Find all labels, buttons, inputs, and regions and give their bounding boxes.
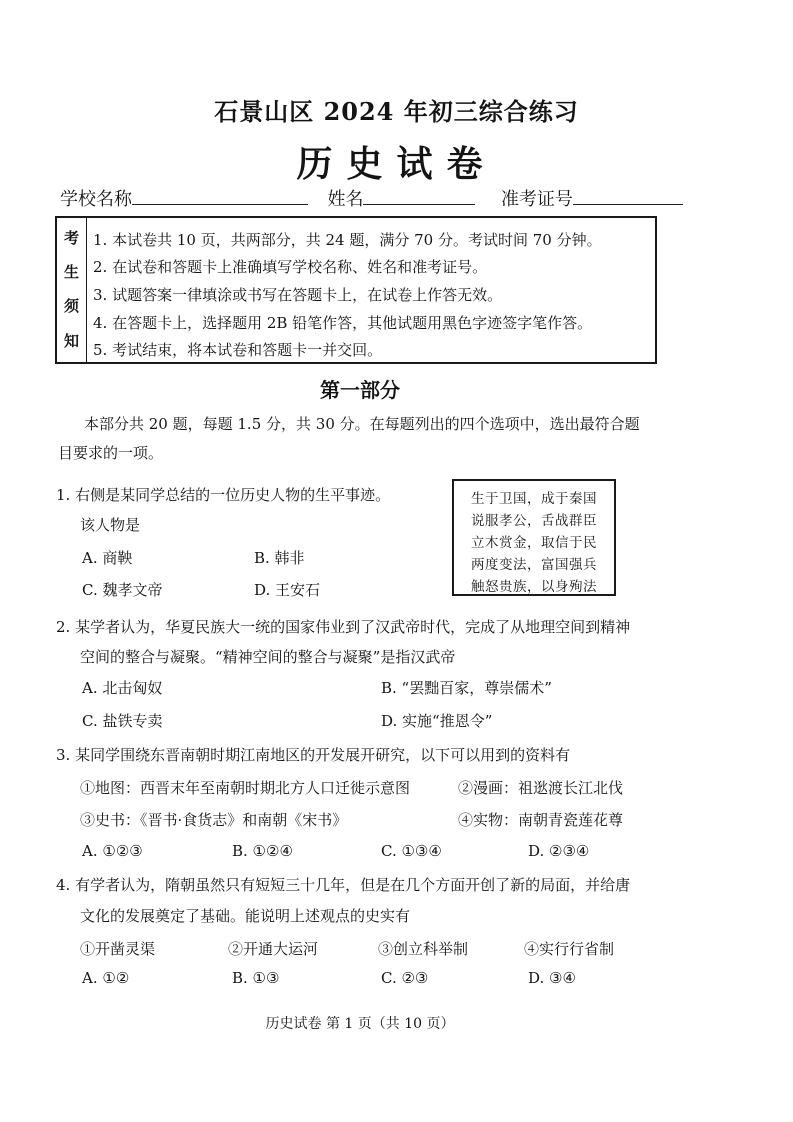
question-3-option-a[interactable]: A. ①②③ — [82, 842, 143, 860]
student-info-row — [60, 185, 683, 211]
instructions-label-char: 考 — [63, 229, 79, 247]
question-3-option-d[interactable]: D. ②③④ — [528, 842, 590, 860]
quote-line: 生于卫国，成于秦国 — [471, 491, 597, 507]
question-4-option-d[interactable]: D. ③④ — [528, 969, 576, 987]
question-4-item-3: ③创立科举制 — [378, 940, 469, 958]
school-name-field[interactable] — [132, 186, 308, 205]
question-2-stem-cont: 空间的整合与凝聚。“精神空间的整合与凝聚”是指汉武帝 — [80, 648, 456, 666]
page-footer: 历史试卷 第 1 页（共 10 页） — [265, 1016, 455, 1032]
question-4-option-c[interactable]: C. ②③ — [381, 969, 429, 987]
instructions-label-char: 知 — [63, 332, 79, 350]
question-1-option-c[interactable]: C. 魏孝文帝 — [82, 581, 163, 599]
instruction-item: 4. 在答题卡上，选择题用 2B 铅笔作答，其他试题用黑色字迹签字笔作答。 — [93, 314, 593, 332]
exam-number-label: 准考证号 — [500, 189, 573, 210]
question-1-stem-cont: 该人物是 — [80, 516, 141, 534]
question-3-option-b[interactable]: B. ①②④ — [232, 842, 293, 860]
question-2-option-c[interactable]: C. 盐铁专卖 — [82, 712, 163, 730]
question-4-item-1: ①开凿灵渠 — [80, 940, 156, 958]
instructions-box — [55, 216, 657, 364]
question-4-option-a[interactable]: A. ①② — [82, 969, 130, 987]
question-2-option-d[interactable]: D. 实施“推恩令” — [381, 712, 493, 730]
instruction-item: 1. 本试卷共 10 页，共两部分，共 24 题，满分 70 分。考试时间 70 分钟。 — [93, 231, 602, 249]
instruction-item: 3. 试题答案一律填涂或书写在答题卡上，在试卷上作答无效。 — [93, 286, 503, 304]
quote-line: 立木赏金，取信于民 — [471, 535, 597, 551]
question-4-item-2: ②开通大运河 — [228, 940, 319, 958]
question-2-option-b[interactable]: B. “罢黜百家，尊崇儒术” — [381, 679, 552, 697]
exam-number-field[interactable] — [573, 186, 683, 205]
student-name-label: 姓名 — [327, 189, 364, 210]
question-4-stem: 4. 有学者认为，隋朝虽然只有短短三十几年，但是在几个方面开创了新的局面，并给唐 — [56, 876, 631, 894]
part-one-title: 第一部分 — [320, 378, 400, 402]
question-1-stem: 1. 右侧是某同学总结的一位历史人物的生平事迹。 — [56, 486, 391, 504]
instructions-label-char: 生 — [63, 263, 79, 281]
instruction-item: 5. 考试结束，将本试卷和答题卡一并交回。 — [93, 341, 383, 359]
instructions-label-char: 须 — [63, 297, 79, 315]
student-name-field[interactable] — [363, 186, 475, 205]
question-3-option-c[interactable]: C. ①③④ — [381, 842, 442, 860]
question-1-quote-box — [452, 479, 616, 596]
question-1-option-d[interactable]: D. 王安石 — [254, 581, 321, 599]
question-1-option-a[interactable]: A. 商鞅 — [82, 549, 133, 567]
question-3-material-4: ④实物：南朝青瓷莲花尊 — [458, 811, 624, 829]
question-3-material-2: ②漫画：祖逖渡长江北伐 — [458, 779, 624, 797]
question-2-option-a[interactable]: A. 北击匈奴 — [82, 679, 163, 697]
quote-line: 触怒贵族，以身殉法 — [471, 579, 597, 595]
question-2-stem: 2. 某学者认为，华夏民族大一统的国家伟业到了汉武帝时代，完成了从地理空间到精神 — [56, 618, 631, 636]
quote-line: 两度变法，富国强兵 — [471, 557, 597, 573]
instruction-item: 2. 在试卷和答题卡上准确填写学校名称、姓名和准考证号。 — [93, 258, 488, 276]
question-3-stem: 3. 某同学围绕东晋南朝时期江南地区的开发展开研究，以下可以用到的资料有 — [56, 746, 571, 764]
question-1-option-b[interactable]: B. 韩非 — [254, 549, 305, 567]
subject-title: 历史试卷 — [296, 143, 497, 185]
question-3-material-1: ①地图：西晋末年至南朝时期北方人口迁徙示意图 — [80, 779, 411, 797]
quote-line: 说服孝公，舌战群臣 — [471, 513, 597, 529]
question-4-stem-cont: 文化的发展奠定了基础。能说明上述观点的史实有 — [80, 907, 411, 925]
part-one-instructions-cont: 目要求的一项。 — [58, 444, 164, 462]
question-4-item-4: ④实行行省制 — [524, 940, 615, 958]
instructions-label — [57, 218, 87, 362]
school-name-label: 学校名称 — [60, 189, 132, 210]
question-4-option-b[interactable]: B. ①③ — [232, 969, 280, 987]
question-3-material-3: ③史书：《晋书·食货志》和南朝《宋书》 — [80, 811, 348, 829]
part-one-instructions: 本部分共 20 题，每题 1.5 分，共 30 分。在每题列出的四个选项中，选出最符合题 — [84, 415, 640, 433]
exam-title: 石景山区 2024 年初三综合练习 — [214, 97, 579, 126]
